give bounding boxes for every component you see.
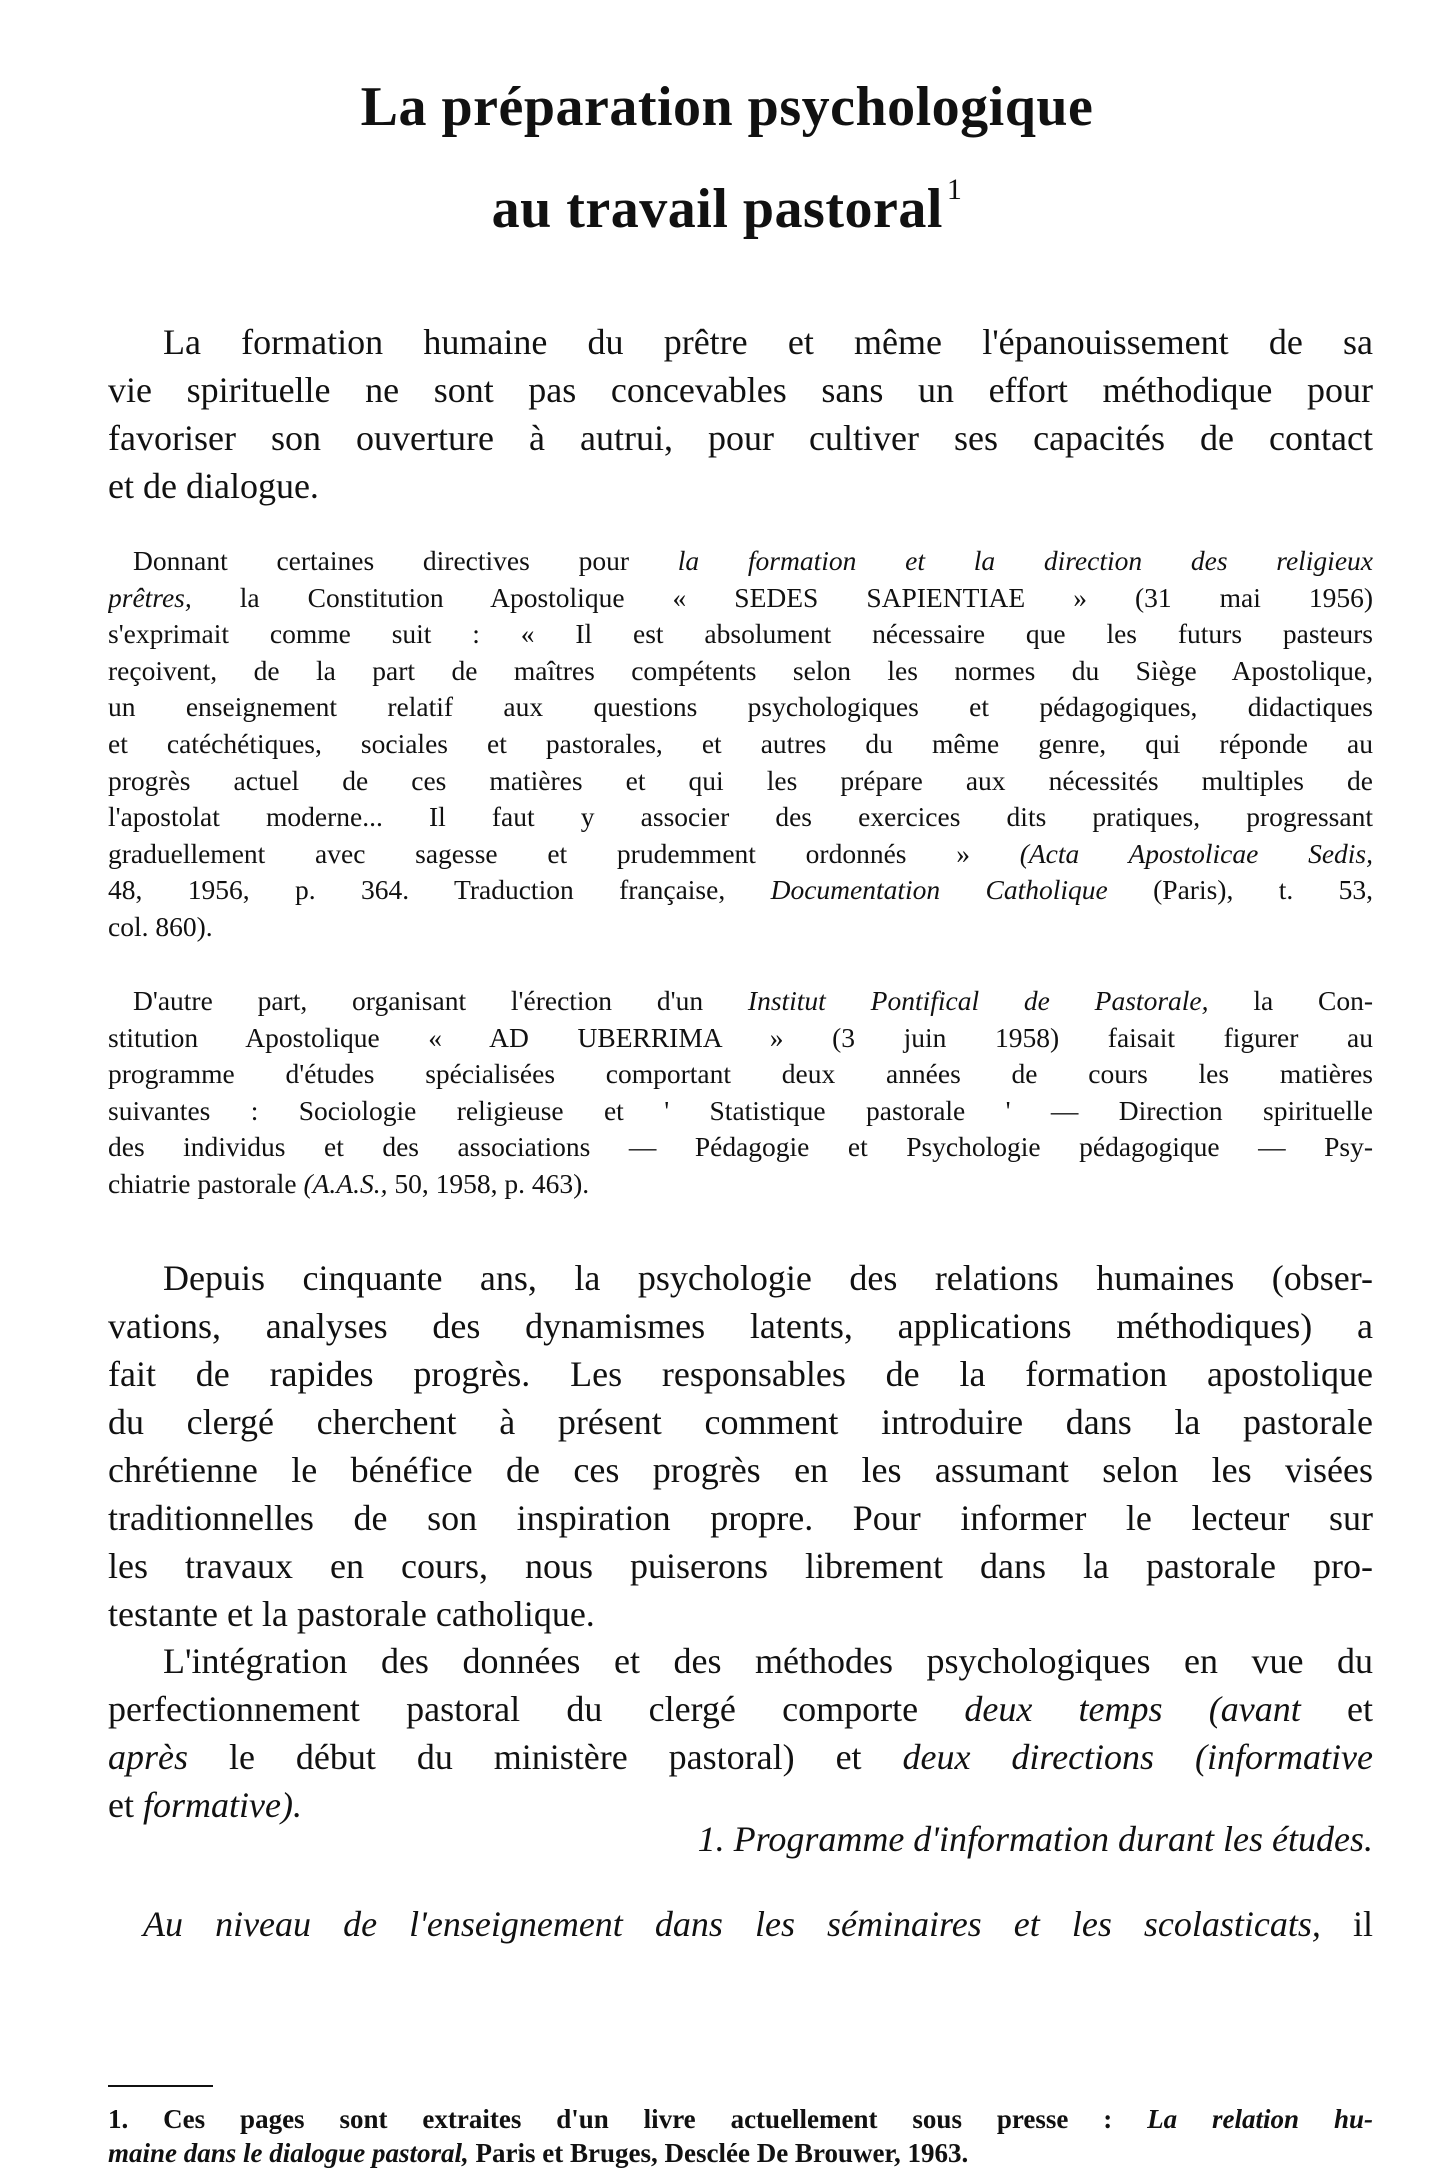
text-run: (Paris), t. 53, xyxy=(1107,874,1373,906)
page-title-line-2-text: au travail pastoral xyxy=(491,178,943,240)
italic-run: (Acta Apostolicae Sedis, xyxy=(1019,837,1373,869)
italic-run: maine dans le dialogue pastoral, xyxy=(108,2138,469,2168)
text-run: perfectionnement pastoral du clergé comporte xyxy=(108,1689,965,1729)
italic-run: (A.A.S., xyxy=(303,1167,388,1199)
text-line: col. 860). xyxy=(108,910,213,942)
text-line xyxy=(108,1685,1373,1733)
text-line: stitution Apostolique « AD UBERRIMA » (3 juin 1958) faisait figurer au xyxy=(108,1021,1373,1053)
text-line: fait de rapides progrès. Les responsables de la formation apostolique xyxy=(108,1354,1373,1394)
text-line: les travaux en cours, nous puiserons librement dans la pastorale pro- xyxy=(108,1546,1373,1586)
text-run: et xyxy=(1300,1689,1373,1729)
italic-run: après xyxy=(108,1737,188,1777)
text-line: Depuis cinquante ans, la psychologie des relations humaines (obser- xyxy=(163,1258,1373,1298)
text-run: le début du ministère pastoral) et xyxy=(188,1737,903,1777)
text-run: 1. Ces pages sont extraites d'un livre actuellement sous presse : xyxy=(108,2104,1148,2134)
footnote-divider xyxy=(108,2085,213,2087)
text-run: chiatrie pastorale xyxy=(108,1167,304,1199)
section-heading: 1. Programme d'information durant les études. xyxy=(697,1819,1373,1859)
text-line: testante et la pastorale catholique. xyxy=(108,1594,595,1634)
italic-run: formative). xyxy=(142,1785,302,1825)
text-line: des individus et des associations — Pédagogie et Psychologie pédagogique — Psy- xyxy=(108,1131,1373,1163)
page-title-line-2 xyxy=(0,158,1454,241)
text-run: et xyxy=(108,1785,143,1825)
page-title-line-1: La préparation psychologique xyxy=(360,76,1094,138)
text-line: un enseignement relatif aux questions psychologiques et pédagogiques, didactiques xyxy=(108,691,1373,723)
text-line-content xyxy=(108,1900,1373,1948)
text-line xyxy=(108,1166,1373,1203)
italic-run: prêtres, xyxy=(108,581,192,613)
italic-run: la formation et la direction des religieux xyxy=(677,545,1373,576)
text-run: D'autre part, organisant l'érection d'un xyxy=(133,985,748,1016)
text-line: du clergé cherchent à présent comment introduire dans la pastorale xyxy=(108,1402,1373,1442)
quote-sedes-sapientiae xyxy=(108,543,1373,946)
footnote xyxy=(108,2102,1373,2170)
italic-run: Documentation Catholique xyxy=(770,874,1108,906)
italic-run: Au niveau de l'enseignement dans les séminaires et les scolasticats, xyxy=(143,1904,1321,1944)
quote-ad-uberrima xyxy=(108,983,1373,1203)
text-line: s'exprimait comme suit : « Il est absolument nécessaire que les futurs pasteurs xyxy=(108,618,1373,650)
text-line: vations, analyses des dynamismes latents, applications méthodiques) a xyxy=(108,1306,1373,1346)
text-run: la Constitution Apostolique « SEDES SAPIENTIAE » (31 mai 1956) xyxy=(191,581,1373,613)
text-line: chrétienne le bénéfice de ces progrès en les assumant selon les visées xyxy=(108,1450,1373,1490)
text-run: la Con- xyxy=(1208,985,1373,1016)
text-line xyxy=(108,1733,1373,1781)
text-run: 48, 1956, p. 364. Traduction française, xyxy=(108,874,771,906)
italic-run: deux directions (informative xyxy=(902,1737,1373,1777)
text-line: programme d'études spécialisées comportant deux années de cours les matières xyxy=(108,1058,1373,1090)
text-line: La formation humaine du prêtre et même l'épanouissement de sa xyxy=(163,322,1373,362)
text-run: graduellement avec sagesse et prudemment ordonnés » xyxy=(108,837,1020,869)
text-line xyxy=(108,983,1373,1020)
footnote-marker: 1 xyxy=(946,173,963,206)
text-run: il xyxy=(1320,1904,1373,1944)
italic-run: Institut Pontifical de Pastorale, xyxy=(747,985,1209,1016)
intro-paragraph xyxy=(108,318,1373,510)
text-line: vie spirituelle ne sont pas concevables sans un effort méthodique pour xyxy=(108,370,1373,410)
text-line xyxy=(108,580,1373,617)
text-line xyxy=(108,1900,1373,1948)
text-line xyxy=(108,836,1373,873)
text-line xyxy=(108,543,1373,580)
text-line: progrès actuel de ces matières et qui les prépare aux nécessités multiples de xyxy=(108,764,1373,796)
text-line: et de dialogue. xyxy=(108,466,319,506)
italic-run: La relation hu- xyxy=(1147,2104,1373,2134)
text-line: traditionnelles de son inspiration propre. Pour informer le lecteur sur xyxy=(108,1498,1373,1538)
text-line: l'apostolat moderne... Il faut y associer des exercices dits pratiques, progressant xyxy=(108,801,1373,833)
text-line: reçoivent, de la part de maîtres compétents selon les normes du Siège Apostolique, xyxy=(108,654,1373,686)
text-run: Donnant certaines directives pour xyxy=(133,545,678,576)
text-line xyxy=(108,872,1373,909)
footnote-line xyxy=(108,2102,1373,2136)
text-run: 50, 1958, p. 463). xyxy=(387,1167,590,1199)
footnote-line xyxy=(108,2136,1373,2170)
text-line: suivantes : Sociologie religieuse et ' Statistique pastorale ' — Direction spirituelle xyxy=(108,1094,1373,1126)
text-run: Paris et Bruges, Desclée De Brouwer, 1963. xyxy=(468,2138,969,2168)
text-line: L'intégration des données et des méthodes psychologiques en vue du xyxy=(163,1641,1373,1681)
body-paragraph-psychology xyxy=(108,1254,1373,1638)
body-paragraph-integration xyxy=(108,1637,1373,1829)
text-line: favoriser son ouverture à autrui, pour cultiver ses capacités de contact xyxy=(108,418,1373,458)
text-line: et catéchétiques, sociales et pastorales, et autres du même genre, qui réponde au xyxy=(108,727,1373,759)
italic-run: deux temps (avant xyxy=(964,1689,1301,1729)
